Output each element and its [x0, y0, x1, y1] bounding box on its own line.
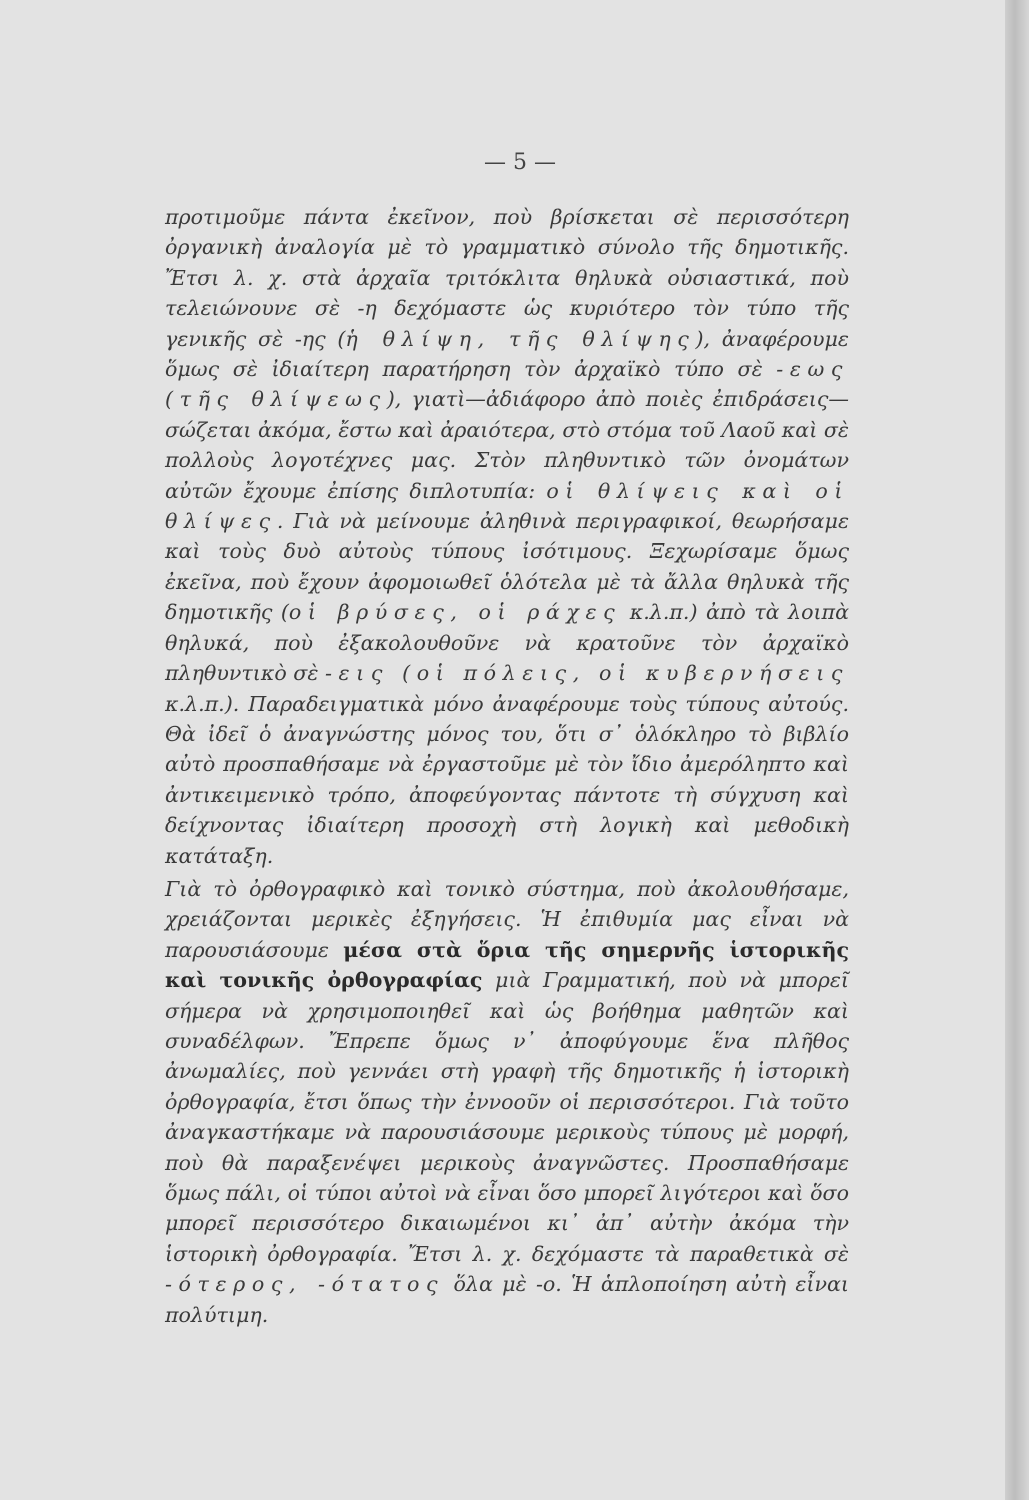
- spaced-example: ἡ θλίψη, τῆς θλίψης: [345, 326, 696, 351]
- spaced-example: οἱ θλίψεις καὶ οἱ θλίψες: [165, 478, 849, 534]
- paragraph-2-text: ὅλα μὲ -ο. Ἡ ἁπλοποίηση αὐτὴ εἶναι πολύτιμη.: [165, 1272, 849, 1327]
- body-text: [165, 202, 849, 1330]
- page-number: — 5 —: [484, 150, 556, 175]
- spaced-example: -εως (τῆς θλίψεως: [165, 357, 849, 412]
- spaced-example: οἱ βρύσες, οἱ ράχες: [288, 600, 622, 625]
- paragraph-1-text: κ.λ.π.). Παραδειγματικὰ μόνο ἀναφέρουμε τοὺς τύπους αὐτούς. Θὰ ἰδεῖ ὁ ἀναγνώστης μόνος του, ὅτι σ᾿ ὁλόκληρο τὸ βιβλίο αὐτὸ προσπαθήσαμε νὰ ἐργαστοῦμε μὲ τὸν ἴδιο ἀμερόληπτο καὶ ἀντικειμενικὸ τρόπο, ἀποφεύγοντας πάντοτε τὴ σύγχυση καὶ δείχνοντας ἰδιαίτερη προσοχὴ στὴ λογικὴ καὶ μεθοδικὴ κατάταξη.: [165, 691, 849, 868]
- paragraph-1-text: ), ἀναφέρουμε ὅμως σὲ ἰδιαίτερη παρατήρηση τὸν ἀρχαϊκὸ τύπο σὲ: [165, 326, 849, 382]
- paragraph-2: [165, 874, 849, 1330]
- page-edge: [1005, 0, 1029, 1500]
- paragraph-2-text: Γιὰ τὸ ὀρθογραφικὸ καὶ τονικὸ σύστημα, ποὺ ἀκολουθήσαμε, χρειάζονται μερικὲς ἐξηγήσεις. Ἡ ἐπιθυμία μας εἶναι νὰ παρουσιάσουμε: [165, 876, 849, 962]
- paragraph-2-text: μιὰ Γραμματική, ποὺ νὰ μπορεῖ σήμερα νὰ χρησιμοποιηθεῖ καὶ ὡς βοήθημα μαθητῶν καὶ συναδέλφων. Ἔπρεπε ὅμως ν᾿ ἀποφύγουμε ἕνα πλῆθος ἀνωμαλίες, ποὺ γεννάει στὴ γραφὴ τῆς δημοτικῆς ἡ ἱστορικὴ ὀρθογραφία, ἔτσι ὅπως τὴν ἐννοοῦν οἱ περισσότεροι. Γιὰ τοῦτο ἀναγκαστήκαμε νὰ παρουσιάσουμε μερικοὺς τύπους μὲ μορφή, ποὺ θὰ παραξενέψει μερικοὺς ἀναγνῶστες. Προσπαθήσαμε ὅμως πάλι, οἱ τύποι αὐτοὶ νὰ εἶναι ὅσο μπορεῖ λιγότεροι καὶ ὅσο μπορεῖ περισσότερο δικαιωμένοι κι᾿ ἀπ᾿ αὐτὴν ἀκόμα τὴν ἱστορικὴ ὀρθογραφία. Ἔτσι λ. χ. δεχόμαστε τὰ παραθετικὰ σὲ: [165, 968, 849, 1266]
- paragraph-1: [165, 202, 849, 871]
- paragraph-1-text: κ.λ.π.) ἀπὸ τὰ λοιπὰ θηλυκά, ποὺ ἐξακολουθοῦνε νὰ κρατοῦνε τὸν ἀρχαϊκὸ πληθυντικὸ σὲ: [165, 600, 849, 686]
- bold-phrase: μέσα στὰ ὅρια τῆς σημερνῆς ἱστορικῆς καὶ τονικῆς ὀρθογραφίας: [165, 937, 849, 993]
- spaced-example: -εις (οἱ πόλεις, οἱ κυβερνήσεις: [324, 661, 849, 686]
- spaced-example: -ότερος, -ότατος: [165, 1272, 445, 1297]
- paragraph-1-text: . Γιὰ νὰ μείνουμε ἀληθινὰ περιγραφικοί, θεωρήσαμε καὶ τοὺς δυὸ αὐτοὺς τύπους ἰσότιμους. Ξεχωρίσαμε ὅμως ἐκεῖνα, ποὺ ἔχουν ἀφομοιωθεῖ ὁλότελα μὲ τὰ ἄλλα θηλυκὰ τῆς δημοτικῆς (: [165, 509, 849, 625]
- paragraph-1-text: ), γιατὶ—ἀδιάφορο ἀπὸ ποιὲς ἐπιδράσεις—σώζεται ἀκόμα, ἔστω καὶ ἀραιότερα, στὸ στόμα τοῦ Λαοῦ καὶ σὲ πολλοὺς λογοτέχνες μας. Στὸν πληθυντικὸ τῶν ὀνομάτων αὐτῶν ἔχουμε ἐπίσης διπλοτυπία:: [165, 387, 849, 503]
- paragraph-1-text: προτιμοῦμε πάντα ἐκεῖνον, ποὺ βρίσκεται σὲ περισσότερη ὀργανικὴ ἀναλογία μὲ τὸ γραμματικὸ σύνολο τῆς δημοτικῆς. Ἔτσι λ. χ. στὰ ἀρχαῖα τριτόκλιτα θηλυκὰ οὐσιαστικά, ποὺ τελειώνουνε σὲ -η δεχόμαστε ὡς κυριότερο τὸν τύπο τῆς γενικῆς σὲ -ης (: [165, 205, 849, 351]
